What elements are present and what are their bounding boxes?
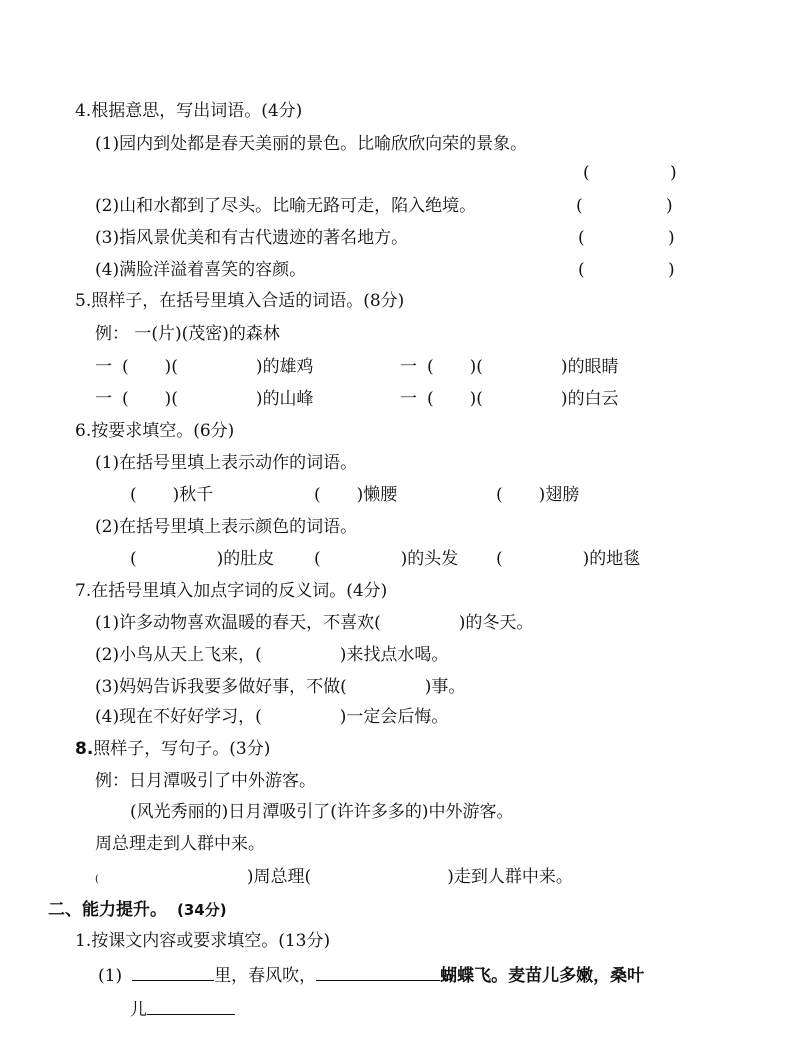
q6-color-2: ( )的头发 [314,549,459,569]
q6-color-3: ( )的地毯 [496,549,641,569]
q7-title: 7.在括号里填入加点字词的反义词。(4分) [75,581,388,601]
q4-answer-4-open: ( [578,260,585,280]
q6-sub1: (1)在括号里填上表示动作的词语。 [95,453,358,473]
q5-item-1: 一 ( )( )的雄鸡 [95,357,314,377]
q6-sub2: (2)在括号里填上表示颜色的词语。 [95,517,358,537]
q4-answer-3-open: ( [578,228,585,248]
q4-answer-2-close: ) [666,196,673,216]
q6-color-1: ( )的肚皮 [130,549,275,569]
q5-item-4: 一 ( )( )的白云 [400,389,619,409]
q7-item-3: (3)妈妈告诉我要多做好事，不做( )事。 [95,677,466,697]
q6-action-1: ( )秋千 [130,485,214,505]
q8-sentence: 周总理走到人群中来。 [95,834,265,854]
q7-item-4: (4)现在不好好学习，( )一定会后悔。 [95,707,449,727]
q5-item-3: 一 ( )( )的山峰 [95,389,314,409]
q4-answer-1-open: ( [583,163,590,183]
q5-example: 例： 一(片)(茂密)的森林 [95,324,280,344]
q4-answer-3-close: ) [668,228,675,248]
q2-1-line2: 儿 [130,996,235,1021]
q8-answer-line: ( )周总理( )走到人群中来。 [95,867,573,887]
q4-answer-4-close: ) [668,260,675,280]
q4-item-4: (4)满脸洋溢着喜笑的容颜。 [95,260,307,280]
q8-example: 例：日月潭吸引了中外游客。 [95,771,316,791]
q4-item-2: (2)山和水都到了尽头。比喻无路可走，陷入绝境。 [95,196,477,216]
q6-title: 6.按要求填空。(6分) [75,421,235,441]
q5-item-2: 一 ( )( )的眼睛 [400,357,619,377]
q8-title: 8.照样子，写句子。(3分) [75,739,271,759]
q5-title: 5.照样子，在括号里填入合适的词语。(8分) [75,291,405,311]
q7-item-2: (2)小鸟从天上飞来，( )来找点水喝。 [95,645,449,665]
q4-item-1: (1)园内到处都是春天美丽的景色。比喻欣欣向荣的景象。 [95,134,528,154]
q2-1-title: 1.按课文内容或要求填空。(13分) [75,931,331,951]
q4-answer-2-open: ( [576,196,583,216]
q4-title: 4.根据意思，写出词语。(4分) [75,101,303,121]
section2-heading: 二、能力提升。 (34分) [48,900,227,920]
q7-item-1: (1)许多动物喜欢温暖的春天，不喜欢( )的冬天。 [95,613,534,633]
q8-example-answer: (风光秀丽的)日月潭吸引了(许许多多的)中外游客。 [130,802,514,822]
q4-item-3: (3)指风景优美和有古代遗迹的著名地方。 [95,228,409,248]
q2-1-line1: (1) 里，春风吹， 蝴蝶飞。麦苗儿多嫩，桑叶 [98,962,644,987]
q6-action-3: ( )翅膀 [496,485,580,505]
q6-action-2: ( )懒腰 [314,485,398,505]
q4-answer-1-close: ) [670,163,677,183]
